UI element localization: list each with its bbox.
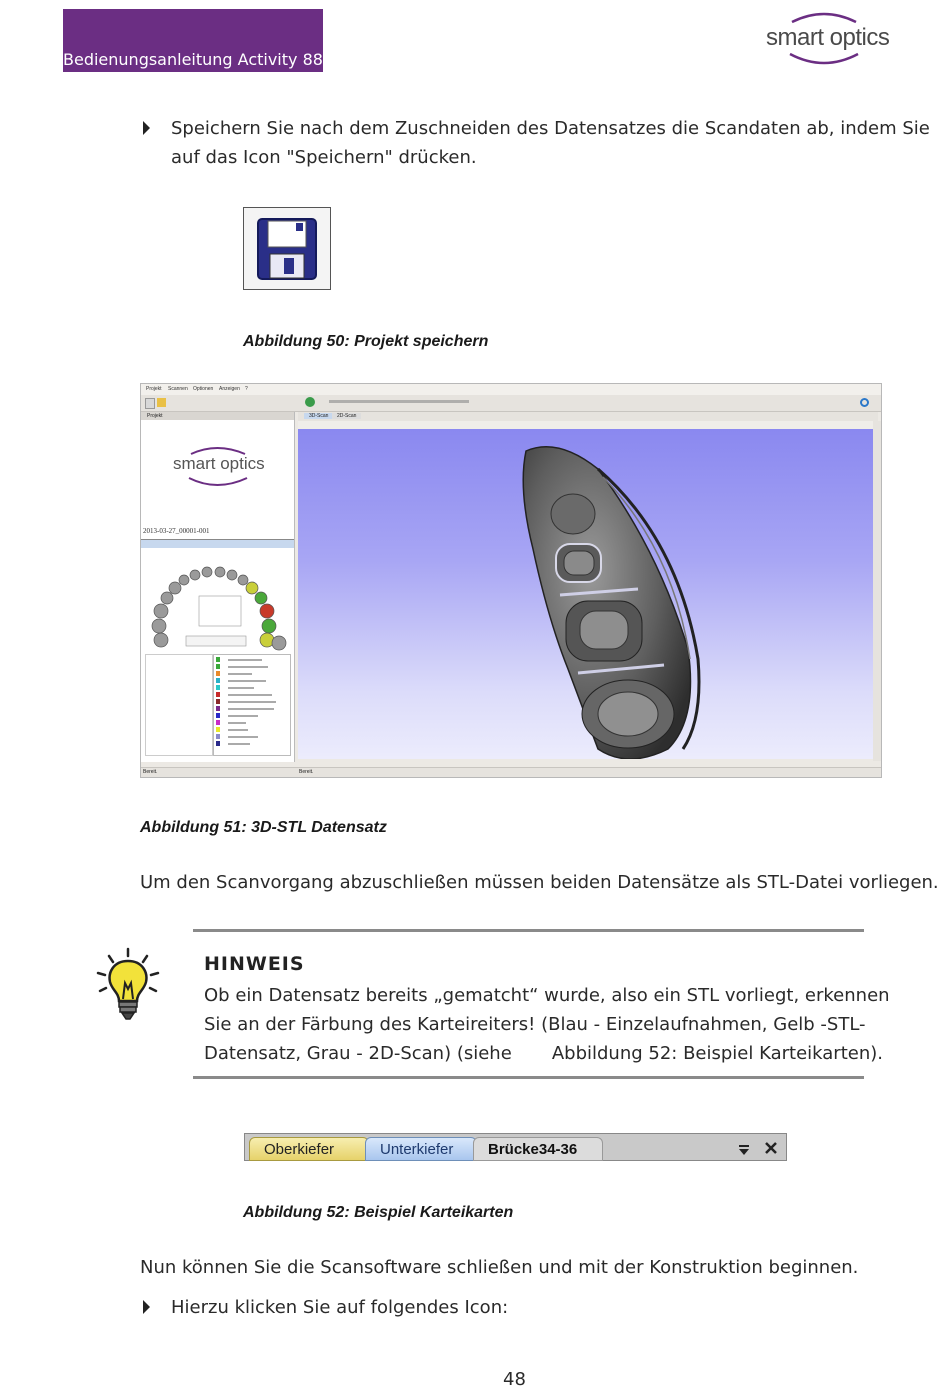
bullet-arrow-icon	[143, 121, 150, 135]
legend-swatches	[214, 655, 288, 751]
floppy-disk-icon	[244, 208, 330, 289]
case-tab-strip	[141, 539, 294, 548]
app-menubar	[141, 384, 881, 395]
hinweis-body	[204, 981, 890, 1068]
figure-52-caption: Abbildung 52: Beispiel Karteikarten	[243, 1204, 514, 1221]
document-title: Bedienungsanleitung Activity 888	[63, 50, 334, 69]
menu-help[interactable]: ?	[245, 386, 248, 392]
close-icon[interactable]	[764, 1140, 778, 1154]
tab-unterkiefer[interactable]: Unterkiefer	[365, 1137, 477, 1161]
page-number: 48	[503, 1369, 526, 1390]
save-instruction-line1: Speichern Sie nach dem Zuschneiden des Datensatzes die Scandaten ab, indem Sie	[171, 118, 930, 139]
toolbar-globe-icon[interactable]	[305, 397, 315, 407]
toolbar-hint-text	[329, 400, 469, 403]
figure-51-caption: Abbildung 51: 3D-STL Datensatz	[140, 819, 387, 836]
save-icon-figure	[243, 207, 331, 290]
lightbulb-graphic	[95, 947, 161, 1023]
project-panel	[141, 412, 295, 762]
hinweis-title: HINWEIS	[204, 953, 305, 975]
status-bar	[141, 767, 881, 777]
panel-logo	[161, 442, 271, 492]
hinweis-top-rule	[193, 929, 864, 932]
menu-scannen[interactable]: Scannen	[168, 386, 188, 392]
close-glyph	[764, 1141, 778, 1155]
project-id: 2013-03-27_00001-001	[143, 527, 210, 535]
teeth-diagram	[141, 548, 294, 663]
right-toolbar	[873, 421, 881, 761]
app-toolbar	[141, 395, 881, 412]
toolbar-refresh-icon[interactable]	[860, 398, 869, 407]
brand-logo	[762, 8, 892, 70]
save-instruction-line2: auf das Icon "Speichern" drücken.	[171, 147, 477, 168]
tab-bar	[244, 1133, 787, 1161]
hinweis-bottom-rule	[193, 1076, 864, 1079]
project-panel-header	[141, 412, 294, 420]
toolbar-folder-icon[interactable]	[157, 398, 166, 407]
tab-2d-scan[interactable]: 2D-Scan	[332, 413, 361, 419]
paragraph-close-software: Nun können Sie die Scansoftware schließen und mit der Konstruktion beginnen.	[140, 1257, 859, 1278]
dropdown-glyph	[738, 1144, 750, 1156]
tab-bruecke[interactable]: Brücke34-36	[473, 1137, 603, 1161]
project-panel-title: Projekt	[147, 413, 163, 419]
tab-3d-scan[interactable]: 3D-Scan	[304, 413, 333, 419]
hinweis-line3: Datensatz, Grau - 2D-Scan) (siehe Abbildung 52: Beispiel Karteikarten).	[204, 1043, 883, 1064]
color-legend	[213, 654, 291, 756]
viewer-tabs	[298, 412, 878, 421]
paragraph-stl: Um den Scanvorgang abzuschließen müssen beiden Datensätze als STL-Datei vorliegen.	[140, 872, 939, 893]
menu-projekt[interactable]: Projekt	[146, 386, 162, 392]
hinweis-line1: Ob ein Datensatz bereits „gematcht“ wurde, also ein STL vorliegt, erkennen	[204, 985, 890, 1006]
tab-oberkiefer[interactable]: Oberkiefer	[249, 1137, 369, 1161]
dropdown-icon[interactable]	[738, 1141, 750, 1153]
bullet-arrow-icon-2	[143, 1300, 150, 1314]
status-right: Bereit.	[299, 769, 314, 775]
save-instruction	[171, 114, 930, 172]
hinweis-line2: Sie an der Färbung des Karteireiters! (Blau - Einzelaufnahmen, Gelb -STL-	[204, 1014, 866, 1035]
scan-options	[145, 654, 213, 756]
figure-50-caption: Abbildung 50: Projekt speichern	[243, 333, 489, 350]
menu-anzeigen[interactable]: Anzeigen	[219, 386, 240, 392]
lightbulb-icon	[95, 947, 161, 1023]
dental-model	[298, 429, 873, 759]
menu-optionen[interactable]: Optionen	[193, 386, 214, 392]
status-left: Bereit.	[143, 769, 158, 775]
app-screenshot	[140, 383, 882, 778]
toolbar-new-icon[interactable]	[145, 398, 155, 409]
brand-name: smart optics	[766, 24, 890, 51]
panel-brand: smart optics	[173, 454, 265, 473]
viewer-toolbar	[298, 421, 878, 429]
click-instruction: Hierzu klicken Sie auf folgendes Icon:	[171, 1297, 509, 1318]
3d-viewport[interactable]	[298, 429, 873, 759]
